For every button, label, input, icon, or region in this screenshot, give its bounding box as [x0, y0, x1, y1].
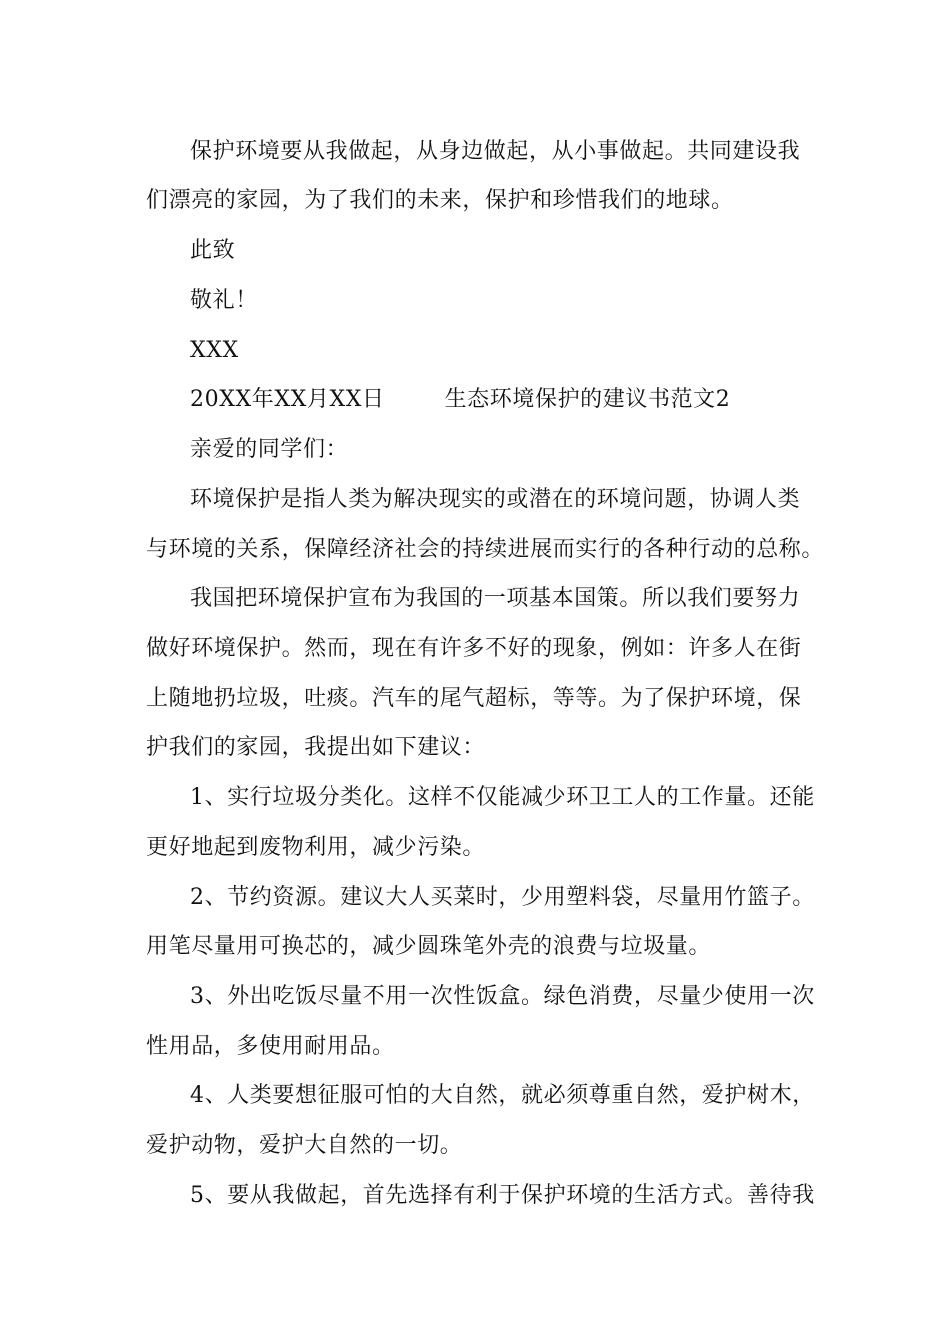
- section-title: 生态环境保护的建议书范文2: [444, 387, 731, 412]
- list-item-line: 2、节约资源。建议大人买菜时，少用塑料袋，尽量用竹篮子。: [190, 885, 815, 910]
- closing-line: 此致: [190, 238, 236, 263]
- greeting-line: 亲爱的同学们：: [190, 437, 349, 462]
- list-item-line: 爱护动物，爱护大自然的一切。: [146, 1133, 463, 1158]
- paragraph-line: 上随地扔垃圾，吐痰。汽车的尾气超标，等等。为了保护环境，保: [146, 686, 802, 711]
- paragraph-line: 护我们的家园，我提出如下建议：: [146, 735, 486, 760]
- date-title-line: [190, 385, 730, 415]
- list-item-line: 更好地起到废物利用，减少污染。: [146, 835, 486, 860]
- paragraph-line: 与环境的关系，保障经济社会的持续进展而实行的各种行动的总称。: [146, 537, 825, 562]
- paragraph-line: 我国把环境保护宣布为我国的一项基本国策。所以我们要努力: [190, 586, 801, 611]
- salutation-line: 敬礼！: [190, 288, 258, 313]
- list-item-line: 4、人类要想征服可怕的大自然，就必须尊重自然，爱护树木，: [190, 1083, 815, 1108]
- list-item-line: 性用品，多使用耐用品。: [146, 1034, 395, 1059]
- paragraph-line: 们漂亮的家园，为了我们的未来，保护和珍惜我们的地球。: [146, 188, 734, 213]
- paragraph-line: 保护环境要从我做起，从身边做起，从小事做起。共同建设我: [190, 139, 801, 164]
- list-item-line: 1、实行垃圾分类化。这样不仅能减少环卫工人的工作量。还能: [190, 785, 815, 810]
- list-item-line: 用笔尽量用可换芯的，减少圆珠笔外壳的浪费与垃圾量。: [146, 934, 712, 959]
- list-item-line: 5、要从我做起，首先选择有利于保护环境的生活方式。善待我: [190, 1183, 815, 1208]
- list-item-line: 3、外出吃饭尽量不用一次性饭盒。绿色消费，尽量少使用一次: [190, 984, 815, 1009]
- date-text: 20XX年XX月XX日: [190, 387, 385, 412]
- paragraph-line: 做好环境保护。然而，现在有许多不好的现象，例如：许多人在街: [146, 636, 802, 661]
- paragraph-line: 环境保护是指人类为解决现实的或潜在的环境问题，协调人类: [190, 487, 801, 512]
- signature-line: XXX: [190, 338, 239, 363]
